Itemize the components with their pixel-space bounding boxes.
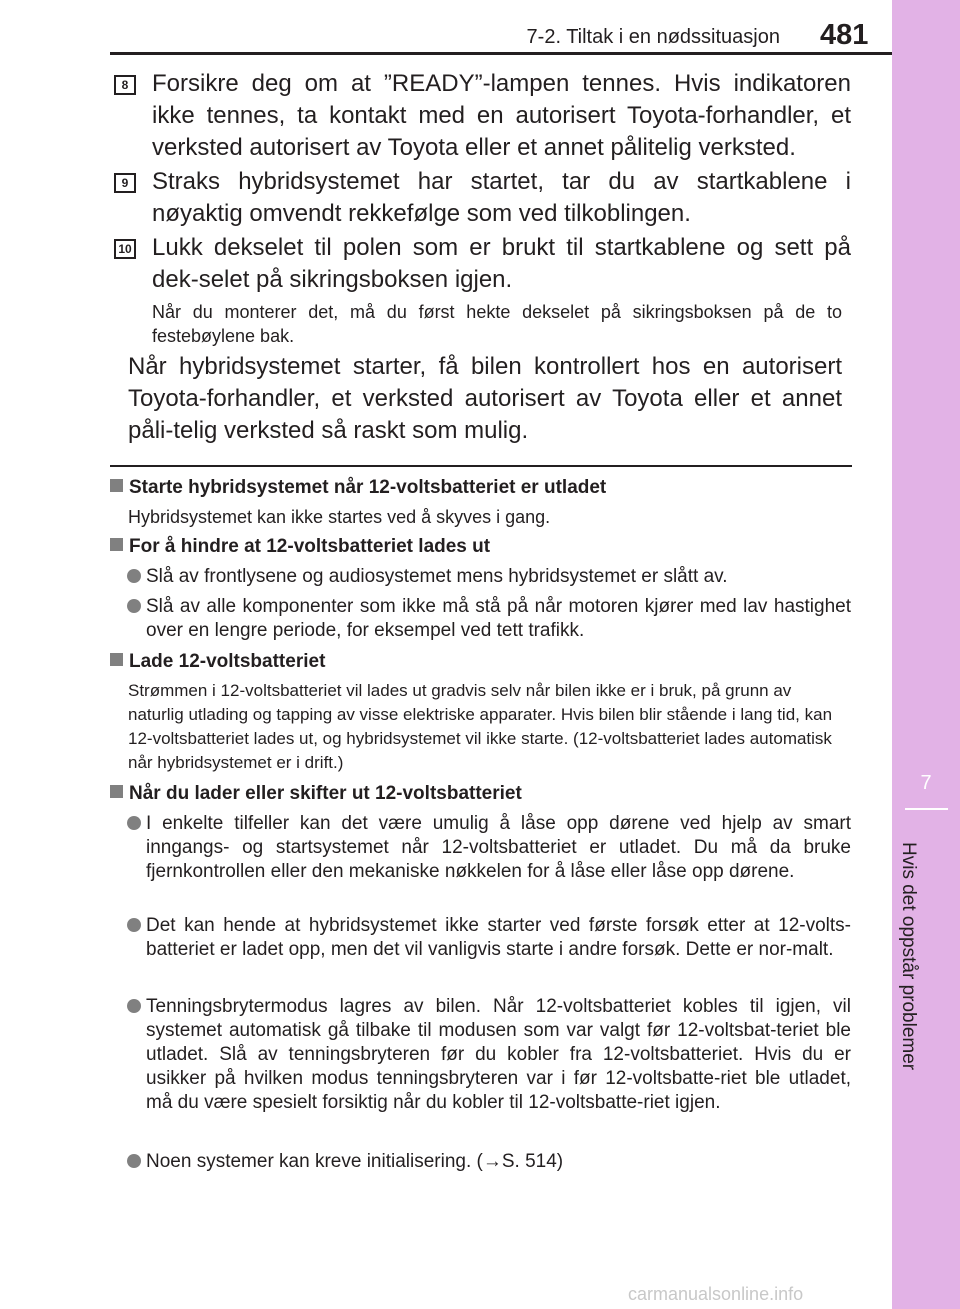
step-8	[114, 68, 851, 164]
bullet-item	[127, 914, 851, 962]
round-bullet-icon	[127, 1154, 141, 1168]
step-number-badge: 10	[114, 239, 136, 259]
bullet-text: I enkelte tilfeller kan det være umulig å låse opp dørene ved hjelp av smart inngangs- og startsystemet når 12-voltsbatteriet er utladet. Du må da bruke fjernkontrollen eller den mekaniske nøkkelen for å låse eller låse opp dørene.	[146, 813, 851, 882]
section-divider	[110, 465, 852, 467]
bullet-text: Noen systemer kan kreve initialisering. (→S. 514)	[146, 1151, 564, 1172]
closing-paragraph: Når hybridsystemet starter, få bilen kontrollert hos en autorisert Toyota-forhandler, et verksted autorisert av Toyota eller et annet påli-telig verksted så raskt som mulig.	[128, 353, 842, 444]
square-bullet-icon	[110, 479, 123, 492]
square-bullet-icon	[110, 538, 123, 551]
round-bullet-icon	[127, 999, 141, 1013]
section-heading-text: Lade 12-voltsbatteriet	[129, 651, 326, 672]
section-heading-text: Når du lader eller skifter ut 12-voltsbatteriet	[129, 783, 522, 804]
round-bullet-icon	[127, 599, 141, 613]
sidebar-divider	[905, 808, 948, 810]
chapter-title: Hvis det oppstår problemer	[898, 842, 919, 1071]
section-heading	[110, 651, 325, 673]
section-body: Strømmen i 12-voltsbatteriet vil lades ut gradvis selv når bilen ikke er i bruk, på grunn av naturlig utlading og tapping av visse elektriske apparater. Hvis bilen blir stående i lang tid, kan 12-voltsbatteriet lades ut, og hybridsystemet vil ikke starte. (12-voltsbatteriet lades automatisk når hybridsystemet er i drift.)	[128, 681, 833, 772]
bullet-item	[127, 995, 851, 1115]
bullet-item	[127, 565, 851, 589]
bullet-item	[127, 595, 851, 643]
watermark: carmanualsonline.info	[628, 1284, 804, 1304]
section-body: Hybridsystemet kan ikke startes ved å skyves i gang.	[128, 507, 551, 527]
header-rule	[110, 52, 892, 55]
step-note: Når du monterer det, må du først hekte dekselet på sikringsboksen på de to festebøylene bak.	[152, 302, 842, 346]
round-bullet-icon	[127, 918, 141, 932]
step-text: Lukk dekselet til polen som er brukt til startkablene og sett på dek-selet på sikringsboksen igjen.	[152, 234, 851, 293]
bullet-text: Slå av alle komponenter som ikke må stå på når motoren kjører med lav hastighet over en lengre periode, for eksempel ved tett trafikk.	[146, 596, 851, 641]
section-heading-text: For å hindre at 12-voltsbatteriet lades ut	[129, 536, 491, 557]
bullet-text: Slå av frontlysene og audiosystemet mens hybridsystemet er slått av.	[146, 566, 728, 587]
round-bullet-icon	[127, 569, 141, 583]
round-bullet-icon	[127, 816, 141, 830]
chapter-sidebar	[892, 0, 960, 1309]
chapter-number: 7	[920, 772, 932, 794]
page-number: 481	[820, 19, 869, 51]
bullet-text: Tenningsbrytermodus lagres av bilen. Når 12-voltsbatteriet kobles til igjen, vil systemet automatisk gå tilbake til modusen som var valgt før 12-voltsbat-teriet ble utladet. Slå av tenningsbryteren før du kobler fra 12-voltsbatteriet. Hvis du er usikker på hvilken modus tenningsbryteren var i før 12-voltsbatte-riet ble utladet, må du være spesielt forsiktig når du kobler til 12-voltsbatte-riet igjen.	[146, 996, 851, 1113]
section-heading-text: Starte hybridsystemet når 12-voltsbatteriet er utladet	[129, 477, 607, 498]
square-bullet-icon	[110, 785, 123, 798]
step-number-badge: 9	[114, 173, 136, 193]
bullet-item	[127, 812, 851, 884]
section-heading	[110, 477, 606, 499]
bullet-item	[127, 1150, 851, 1174]
step-text: Forsikre deg om at ”READY”-lampen tennes. Hvis indikatoren ikke tennes, ta kontakt med en autorisert Toyota-forhandler, et verksted autorisert av Toyota eller et annet pålitelig verksted.	[152, 70, 851, 161]
step-number-badge: 8	[114, 75, 136, 95]
step-text: Straks hybridsystemet har startet, tar du av startkablene i nøyaktig omvendt rekkefølge som ved tilkoblingen.	[152, 168, 851, 227]
step-9	[114, 166, 851, 230]
step-10	[114, 232, 851, 296]
section-heading	[110, 536, 490, 558]
section-heading	[110, 783, 522, 805]
section-title: 7-2. Tiltak i en nødssituasjon	[526, 26, 780, 48]
bullet-text: Det kan hende at hybridsystemet ikke starter ved første forsøk etter at 12-volts-batteriet er ladet opp, men det vil vanligvis starte i andre forsøk. Dette er nor-malt.	[146, 915, 851, 960]
square-bullet-icon	[110, 653, 123, 666]
